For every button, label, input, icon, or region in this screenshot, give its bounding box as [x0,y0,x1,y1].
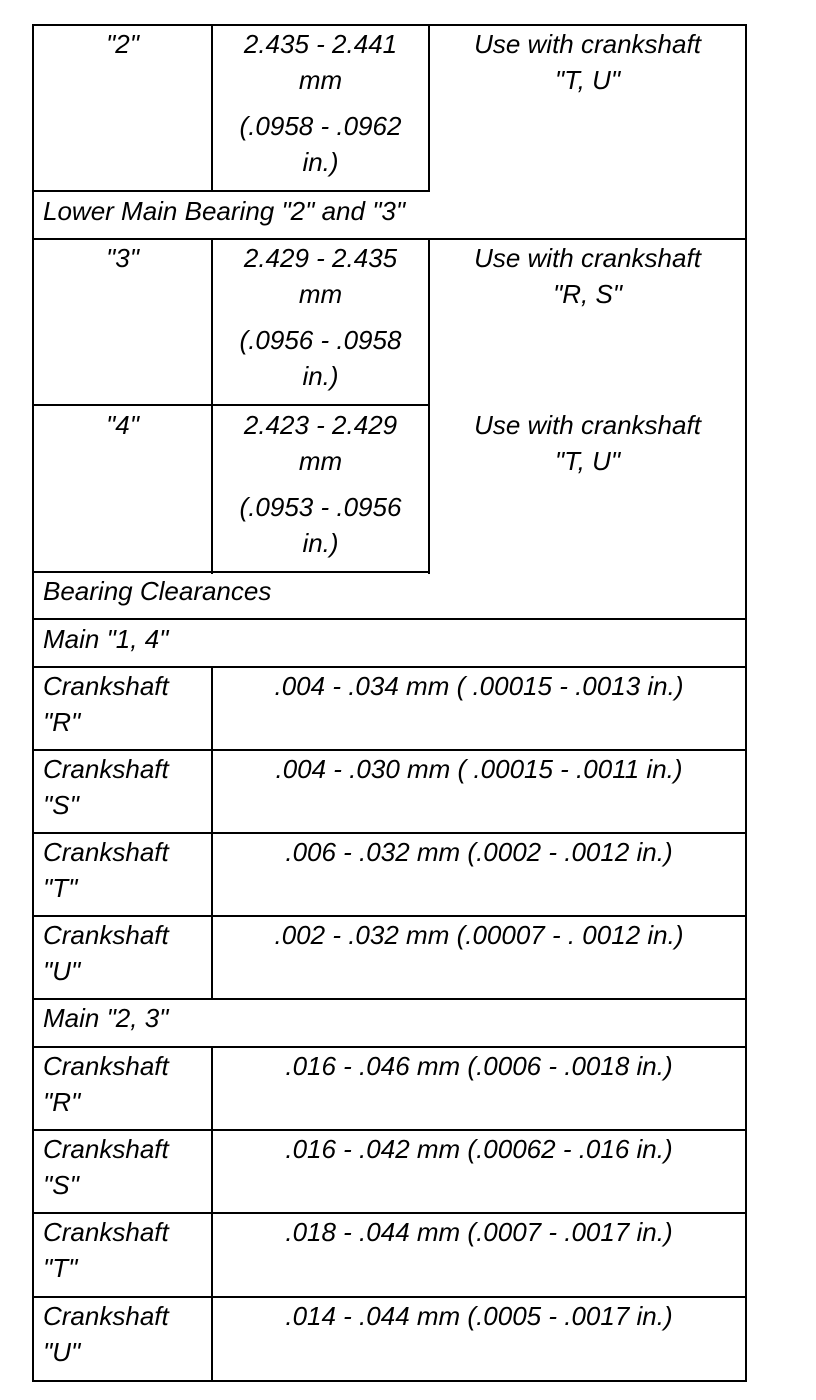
clearance-value-cell [213,1131,745,1167]
crankshaft-label: Crankshaft [43,837,169,867]
clearance-value: .006 - .032 mm (.0002 - .0012 in.) [285,837,673,867]
crankshaft-label: Crankshaft [43,1134,169,1164]
thickness-in-unit: in.) [302,147,339,177]
clearance-value-cell [213,1048,745,1084]
usage-crankshaft-codes: "T, U" [554,65,621,95]
subsection-heading-text: Main "2, 3" [43,1003,169,1033]
clearance-value: .014 - .044 mm (.0005 - .0017 in.) [285,1301,673,1331]
thickness-cell [213,240,428,394]
crankshaft-label-cell [34,751,211,823]
crankshaft-code: "T" [43,1253,78,1283]
crankshaft-label: Crankshaft [43,1301,169,1331]
crankshaft-label: Crankshaft [43,1051,169,1081]
clearance-value-cell [213,1214,745,1250]
usage-text: Use with crankshaft [474,29,701,59]
crankshaft-label-cell [34,834,211,906]
thickness-mm: 2.435 - 2.441 [243,29,398,59]
crankshaft-label-cell [34,917,211,989]
thickness-mm-unit: mm [298,65,343,95]
usage-text: Use with crankshaft [474,410,701,440]
crankshaft-label-cell [34,1214,211,1286]
clearance-value-cell [213,668,745,704]
crankshaft-label-cell [34,1048,211,1120]
crankshaft-code: "U" [43,1337,81,1367]
usage-text: Use with crankshaft [474,243,701,273]
usage-crankshaft-codes: "R, S" [552,279,623,309]
thickness-in-unit: in.) [302,528,339,558]
crankshaft-code: "S" [43,790,79,820]
subsection-heading-main-2-3 [34,1000,745,1036]
row-divider [32,190,430,192]
crankshaft-code: "S" [43,1170,79,1200]
clearance-value-cell [213,1298,745,1334]
thickness-in: (.0958 - .0962 [239,111,402,141]
row-divider [32,618,747,620]
section-heading-text: Bearing Clearances [43,576,272,606]
crankshaft-label: Crankshaft [43,671,169,701]
grade-label: "2" [106,29,139,59]
table-border-bottom [32,1380,747,1382]
section-heading-bearing-clearances [34,573,745,609]
clearance-value-cell [213,834,745,870]
crankshaft-code: "T" [43,873,78,903]
crankshaft-label-cell [34,1298,211,1370]
clearance-value: .016 - .046 mm (.0006 - .0018 in.) [285,1051,673,1081]
clearance-value: .004 - .030 mm ( .00015 - .0011 in.) [275,754,683,784]
clearance-value: .002 - .032 mm (.00007 - . 0012 in.) [274,920,684,950]
row-divider [32,404,430,406]
clearance-value-cell [213,751,745,787]
usage-crankshaft-codes: "T, U" [554,446,621,476]
thickness-mm: 2.423 - 2.429 [243,410,398,440]
thickness-mm-unit: mm [298,446,343,476]
clearance-value: .016 - .042 mm (.00062 - .016 in.) [285,1134,673,1164]
thickness-in: (.0956 - .0958 [239,325,402,355]
usage-cell [430,240,745,312]
thickness-cell [213,26,428,180]
crankshaft-label-cell [34,668,211,740]
clearance-value: .018 - .044 mm (.0007 - .0017 in.) [285,1217,673,1247]
grade-cell [34,26,211,62]
crankshaft-code: "R" [43,1087,81,1117]
table-border-right [745,24,747,1382]
usage-cell [430,26,745,98]
thickness-in-unit: in.) [302,361,339,391]
thickness-in: (.0953 - .0956 [239,492,402,522]
grade-cell [34,407,211,443]
thickness-mm-unit: mm [298,279,343,309]
thickness-mm: 2.429 - 2.435 [243,243,398,273]
crankshaft-label: Crankshaft [43,920,169,950]
crankshaft-label-cell [34,1131,211,1203]
grade-cell [34,240,211,276]
grade-label: "3" [106,243,139,273]
crankshaft-label: Crankshaft [43,1217,169,1247]
crankshaft-code: "U" [43,956,81,986]
clearance-value-cell [213,917,745,953]
usage-cell [430,407,745,479]
section-heading-text: Lower Main Bearing "2" and "3" [43,196,406,226]
section-heading-lower-main-bearing [34,193,745,229]
crankshaft-label: Crankshaft [43,754,169,784]
thickness-cell [213,407,428,561]
crankshaft-code: "R" [43,707,81,737]
subsection-heading-main-1-4 [34,621,745,657]
grade-label: "4" [106,410,139,440]
clearance-value: .004 - .034 mm ( .00015 - .0013 in.) [274,671,684,701]
subsection-heading-text: Main "1, 4" [43,624,169,654]
